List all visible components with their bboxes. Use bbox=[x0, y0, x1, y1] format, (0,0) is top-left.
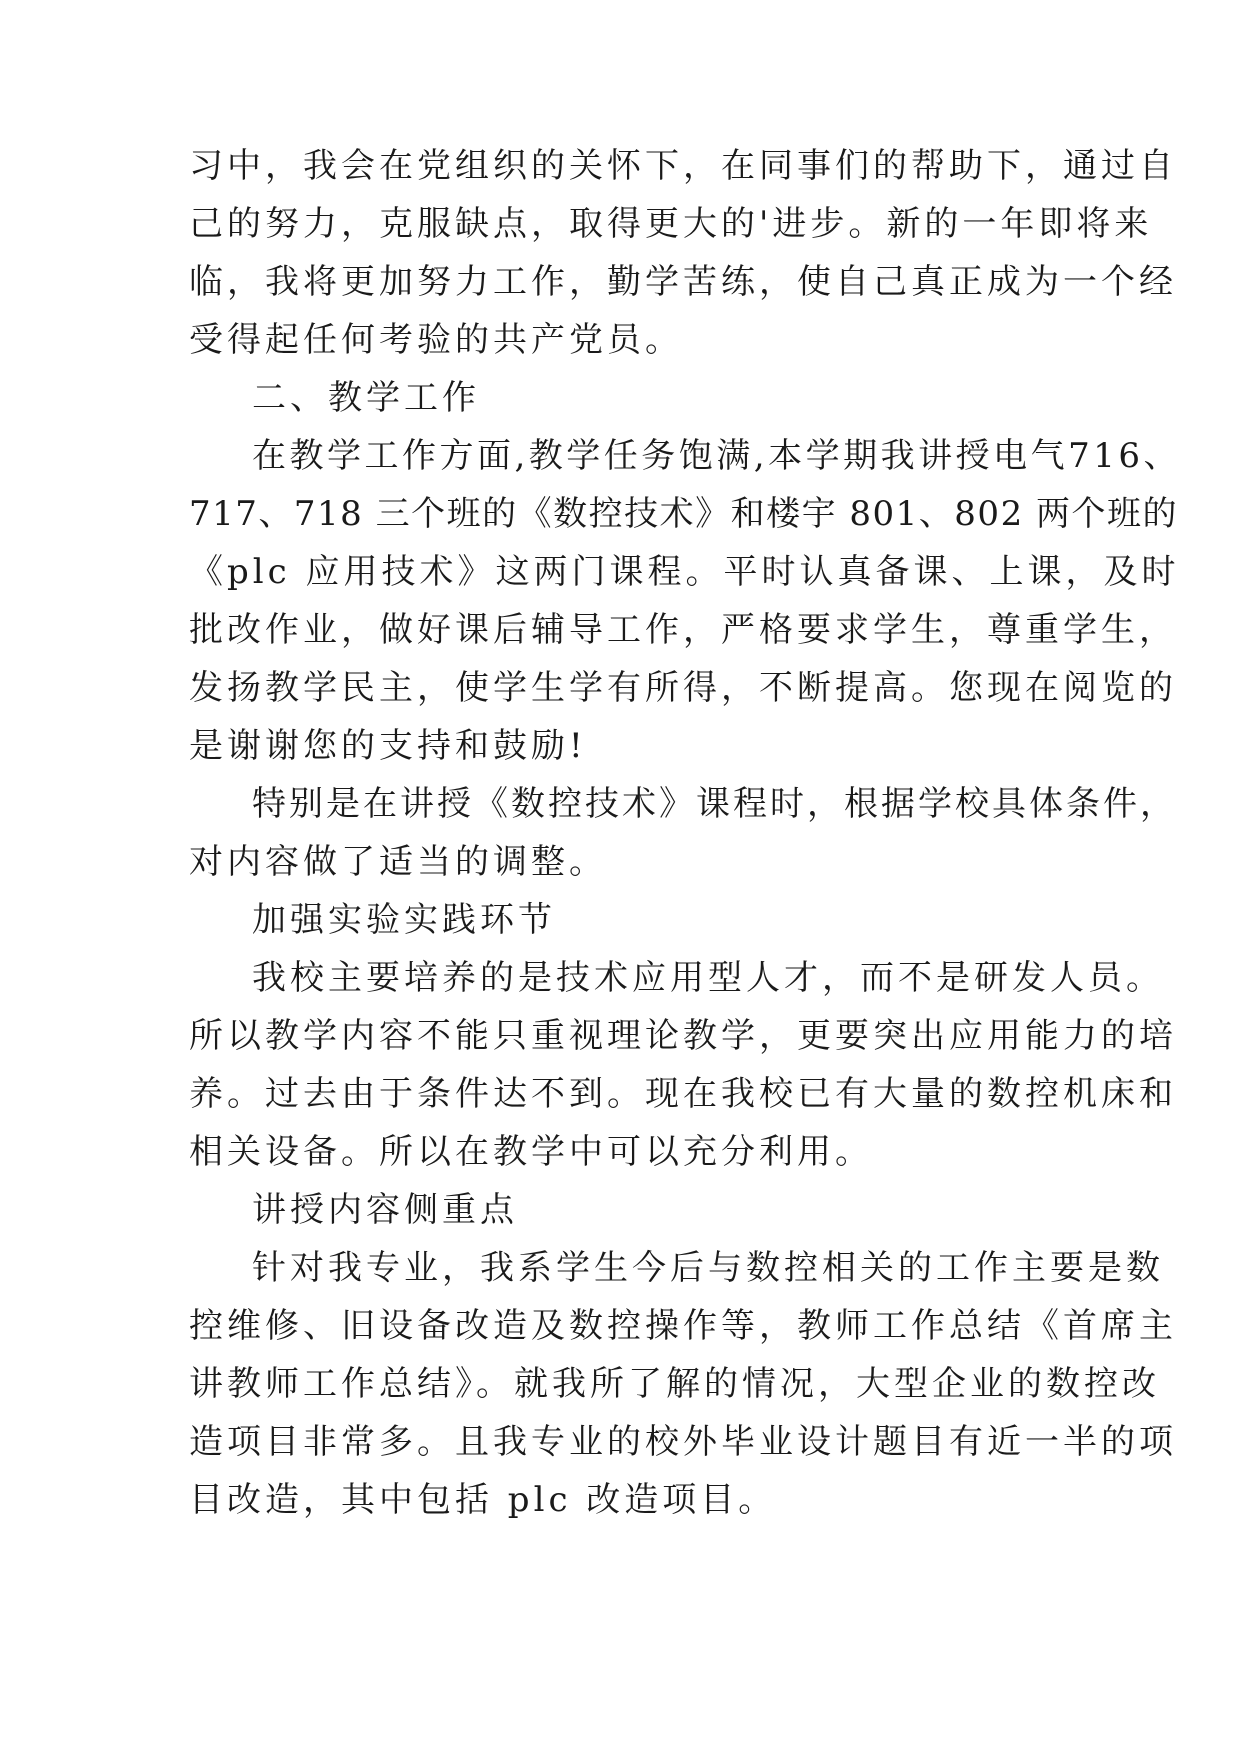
paragraph-line: 在教学工作方面,教学任务饱满,本学期我讲授电气716、 bbox=[252, 436, 1182, 476]
paragraph-line: 临，我将更加努力工作，勤学苦练，使自己真正成为一个经 bbox=[189, 262, 1177, 302]
paragraph-line: 717、718 三个班的《数控技术》和楼宇 801、802 两个班的 bbox=[189, 494, 1179, 534]
paragraph-line: 所以教学内容不能只重视理论教学，更要突出应用能力的培 bbox=[189, 1016, 1177, 1056]
paragraph-line: 我校主要培养的是技术应用型人才，而不是研发人员。 bbox=[252, 958, 1164, 998]
paragraph-line: 批改作业，做好课后辅导工作，严格要求学生，尊重学生， bbox=[189, 610, 1177, 650]
paragraph-line: 发扬教学民主，使学生学有所得，不断提高。您现在阅览的 bbox=[189, 668, 1177, 708]
paragraph-line: 控维修、旧设备改造及数控操作等，教师工作总结《首席主 bbox=[189, 1306, 1177, 1346]
subsection-heading: 加强实验实践环节 bbox=[252, 900, 556, 940]
paragraph-line: 《plc 应用技术》这两门课程。平时认真备课、上课，及时 bbox=[189, 552, 1180, 592]
paragraph-line: 特别是在讲授《数控技术》课程时，根据学校具体条件， bbox=[252, 784, 1177, 824]
paragraph-line: 相关设备。所以在教学中可以充分利用。 bbox=[189, 1132, 873, 1172]
paragraph-line: 己的努力，克服缺点，取得更大的'进步。新的一年即将来 bbox=[189, 204, 1153, 244]
paragraph-line: 针对我专业，我系学生今后与数控相关的工作主要是数 bbox=[252, 1248, 1164, 1288]
paragraph-line: 对内容做了适当的调整。 bbox=[189, 842, 607, 882]
paragraph-line: 讲教师工作总结》。就我所了解的情况，大型企业的数控改 bbox=[189, 1364, 1160, 1404]
paragraph-line: 是谢谢您的支持和鼓励! bbox=[189, 726, 587, 766]
paragraph-line: 造项目非常多。且我专业的校外毕业设计题目有近一半的项 bbox=[189, 1422, 1177, 1462]
paragraph-line: 受得起任何考验的共产党员。 bbox=[189, 320, 683, 360]
paragraph-line: 目改造，其中包括 plc 改造项目。 bbox=[189, 1480, 777, 1520]
subsection-heading: 讲授内容侧重点 bbox=[252, 1190, 518, 1230]
section-heading: 二、教学工作 bbox=[252, 378, 480, 418]
paragraph-line: 养。过去由于条件达不到。现在我校已有大量的数控机床和 bbox=[189, 1074, 1177, 1114]
paragraph-line: 习中，我会在党组织的关怀下，在同事们的帮助下，通过自 bbox=[189, 146, 1177, 186]
